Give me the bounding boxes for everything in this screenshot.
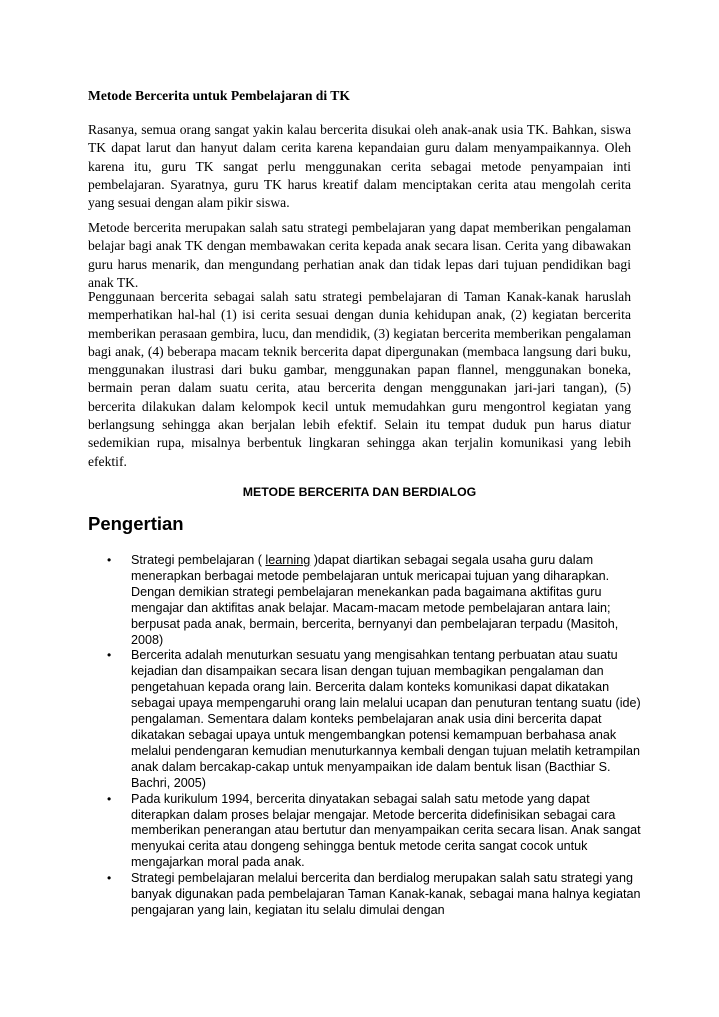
list-item-text-start: Strategi pembelajaran ( (131, 553, 266, 567)
section-title: METODE BERCERITA DAN BERDIALOG (242, 485, 477, 499)
bullet-icon: • (107, 648, 112, 663)
document-title: Metode Bercerita untuk Pembelajaran di TK (88, 88, 350, 103)
paragraph-intro: Rasanya, semua orang sangat yakin kalau bercerita disukai oleh anak-anak usia TK. Bahkan, siswa TK dapat larut dan hanyut dalam cerita karena kepandaian guru dalam menyampaikannya. Oleh karena itu, guru TK sangat perlu menggunakan cerita sebagai metode penyampaian inti pembelajaran. Syaratnya, guru TK harus kreatif dalam menciptakan cerita atau mengolah cerita yang sesuai dengan alam pikir siswa. (88, 122, 631, 211)
list-item (88, 792, 643, 872)
list-item-text: Bercerita adalah menuturkan sesuatu yang mengisahkan tentang perbuatan atau suatu kejadian dan disampaikan secara lisan dengan tujuan membagikan pengalaman dan pengetahuan kepada orang lain. Bercerita dalam konteks komunikasi dapat dikatakan sebagai upaya mempengaruhi orang lain melalui ucapan dan penuturan tentang suatu (ide) pengalaman. Sementara dalam konteks pembelajaran anak usia dini bercerita dapat dikatakan sebagai upaya untuk mengembangkan potensi kemampuan berbahasa anak melalui pendengaran kemudian menuturkannya kembali dengan tujuan melatih ketrampilan anak dalam bercakap-cakap untuk menyampaikan ide dalam bentuk lisan (Bacthiar S. Bachri, 2005) (131, 648, 641, 790)
list-item-text: Pada kurikulum 1994, bercerita dinyatakan sebagai salah satu metode yang dapat diterapkan dalam proses belajar mengajar. Metode bercerita didefinisikan sebagai cara memberikan penerangan atau bertutur dan menyampaikan cerita secara lisan. Anak sangat menyukai cerita atau dongeng sehingga bentuk metode cerita sangat cocok untuk mengajarkan moral pada anak. (131, 791, 641, 870)
paragraph-definition: Metode bercerita merupakan salah satu strategi pembelajaran yang dapat memberikan pengalaman belajar bagi anak TK dengan membawakan cerita kepada anak secara lisan. Cerita yang dibawakan guru harus menarik, dan mengundang perhatian anak dan tidak lepas dari tujuan pendidikan bagi anak TK. (88, 220, 631, 290)
list-item (88, 648, 643, 791)
paragraph-usage: Penggunaan bercerita sebagai salah satu strategi pembelajaran di Taman Kanak-kanak haruslah memperhatikan hal-hal (1) isi cerita sesuai dengan dunia kehidupan anak, (2) kegiatan bercerita memberikan perasaan gembira, lucu, dan mendidik, (3) kegiatan bercerita memberikan pengalaman bagi anak, (4) beberapa macam teknik bercerita dapat dipergunakan (membaca langsung dari buku, menggunakan ilustrasi dari buku gambar, menggunakan papan flannel, menggunakan boneka, bermain peran dalam suatu cerita, atau bercerita dengan menggunakan jari-jari tangan), (5) bercerita dilakukan dalam kelompok kecil untuk memudahkan guru mengontrol kegiatan yang berlangsung sehingga akan berjalan lebih efektif. Selain itu tempat duduk pun harus diatur sedemikian rupa, misalnya berbentuk lingkaran sehingga akan terjalin komunikasi yang lebih efektif. (88, 289, 631, 469)
bullet-icon: • (107, 871, 112, 886)
list-item-text-end: )dapat diartikan sebagai segala usaha guru dalam menerapkan berbagai metode pembelajaran untuk mericapai tujuan yang diharapkan. Dengan demikian strategi pembelajaran menekankan pada bagaimana aktifitas guru mengajar dan aktifitas anak belajar. Macam-macam metode pembelajaran antara lain; berpusat pada anak, bermain, bercerita, bernyanyi dan pembelajaran terpadu (Masitoh, 2008) (131, 553, 619, 647)
list-item (88, 553, 643, 648)
bullet-icon: • (107, 791, 112, 806)
learning-link[interactable]: learning (265, 553, 311, 567)
list-item (88, 871, 643, 919)
bullet-list (88, 553, 643, 919)
heading-pengertian: Pengertian (88, 513, 184, 534)
bullet-icon: • (107, 553, 112, 567)
list-item-text: Strategi pembelajaran melalui bercerita dan berdialog merupakan salah satu strategi yang banyak digunakan pada pembelajaran Taman Kanak-kanak, sebagai mana halnya kegiatan pengajaran yang lain, kegiatan itu selalu dimulai dengan (131, 871, 641, 917)
